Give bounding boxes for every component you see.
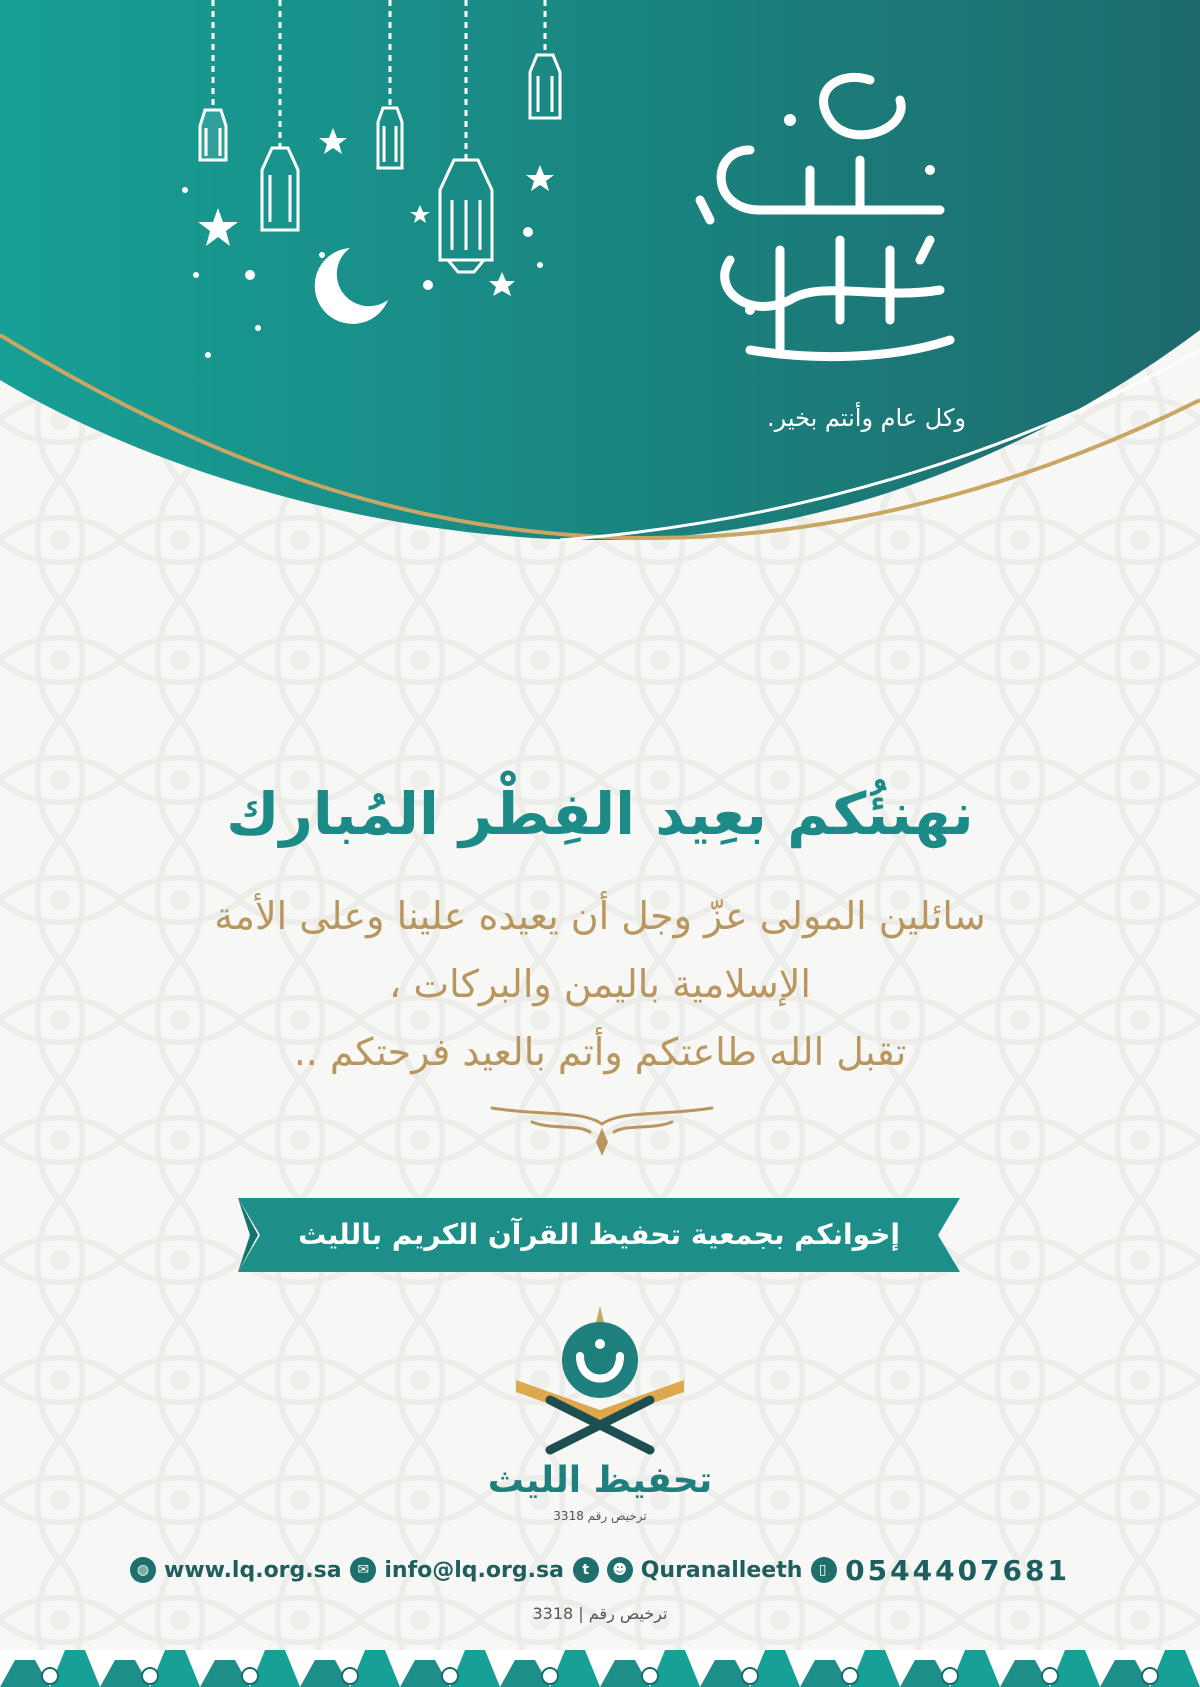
header-subtitle: وكل عام وأنتم بخير. bbox=[766, 404, 966, 432]
greeting-line-1: سائلين المولى عزّ وجل أن يعيده علينا وعلى الأمة bbox=[214, 894, 986, 938]
ribbon-text: إخوانكم بجمعية تحفيظ القرآن الكريم بالليث bbox=[298, 1218, 900, 1251]
greeting-line-3: تقبل الله طاعتكم وأتم بالعيد فرحتكم .. bbox=[293, 1030, 907, 1074]
mail-icon: ✉ bbox=[350, 1557, 376, 1583]
contact-bar bbox=[130, 1552, 1070, 1588]
website-contact[interactable] bbox=[130, 1557, 342, 1583]
gold-ornament-divider bbox=[482, 1098, 722, 1158]
website-text: www.lq.org.sa bbox=[164, 1557, 342, 1583]
social-text: Quranalleeth bbox=[640, 1557, 803, 1583]
eid-mubarak-calligraphy bbox=[690, 60, 990, 380]
globe-icon: ◍ bbox=[130, 1557, 156, 1583]
phone-text: 0544407681 bbox=[845, 1553, 1070, 1587]
twitter-icon: t bbox=[573, 1557, 599, 1583]
footer-geometric-band bbox=[0, 1650, 1200, 1687]
greeting-headline: نهنئُكم بعِيد الفِطْر المُبارك bbox=[226, 780, 974, 848]
quran-logo-icon bbox=[510, 1300, 690, 1460]
phone-contact[interactable] bbox=[811, 1554, 1070, 1587]
social-contact[interactable] bbox=[573, 1557, 803, 1583]
snapchat-icon: ☻ bbox=[607, 1557, 633, 1583]
logo-license-text: ترخيص رقم 3318 bbox=[553, 1509, 647, 1523]
email-text: info@lq.org.sa bbox=[384, 1557, 564, 1583]
organization-name: تحفيظ الليث bbox=[487, 1460, 713, 1501]
teal-header bbox=[0, 0, 1200, 560]
phone-icon: ▯ bbox=[811, 1557, 837, 1583]
email-contact[interactable] bbox=[350, 1557, 564, 1583]
greeting-line-2: الإسلامية باليمن والبركات ، bbox=[389, 962, 811, 1006]
license-footer-text: ترخيص رقم | 3318 bbox=[532, 1604, 668, 1623]
